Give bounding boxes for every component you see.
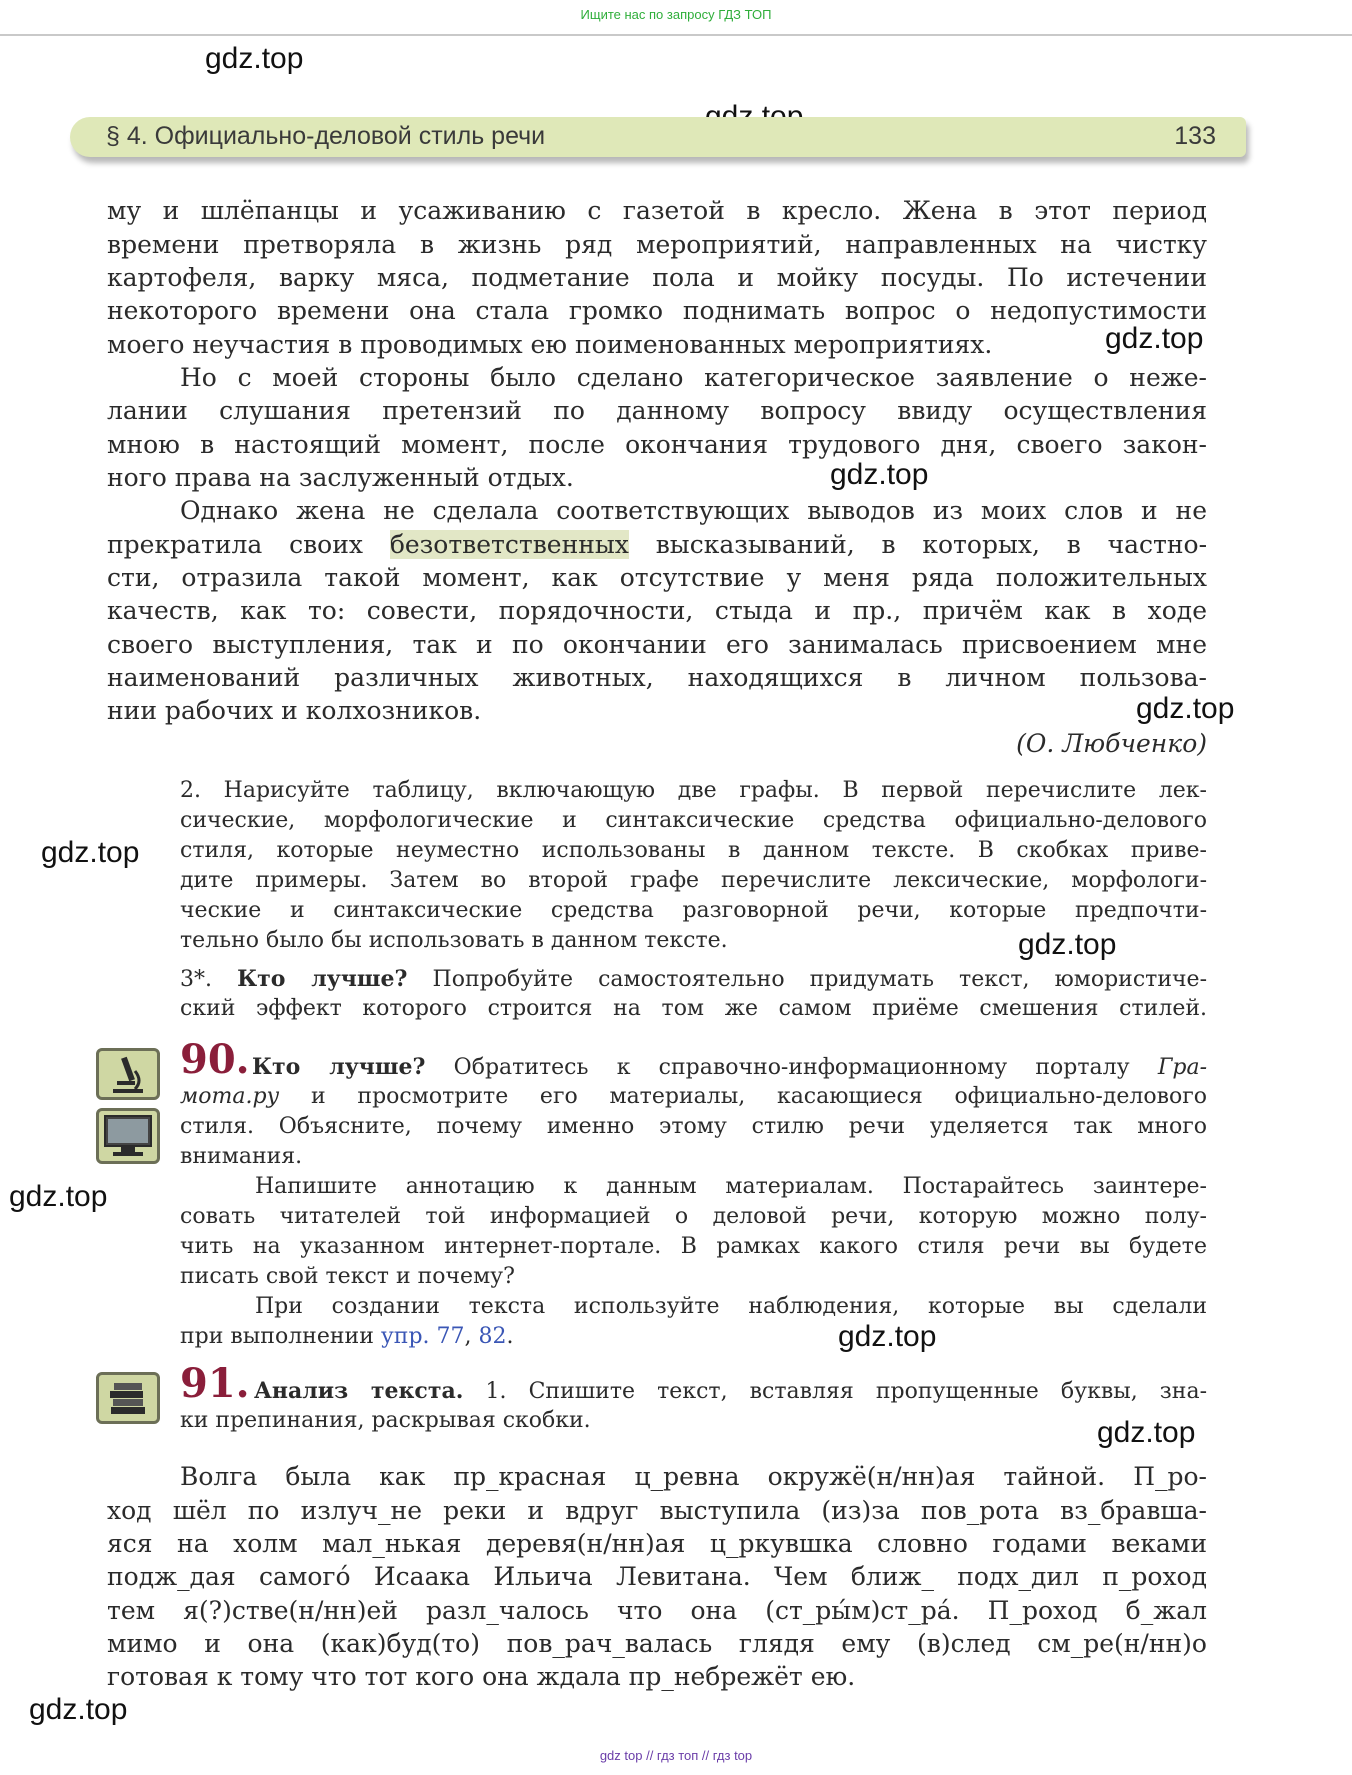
exercise-number: 91. bbox=[180, 1360, 250, 1407]
text-line: некоторого времени она стала громко поднимать вопрос о недопустимости bbox=[107, 296, 1207, 325]
watermark: gdz.top bbox=[1097, 1416, 1196, 1449]
page-number: 133 bbox=[1174, 122, 1216, 150]
task-line: ский эффект которого строится на том же самом приёме смешения стилей. bbox=[180, 996, 1207, 1021]
text-line: наименований различных животных, находящихся в личном пользова- bbox=[107, 663, 1207, 692]
text-line: ного права на заслуженный отдых. bbox=[107, 463, 574, 492]
task-line: сические, морфологические и синтаксические средства официально-делового bbox=[180, 808, 1207, 833]
task-line bbox=[180, 964, 1207, 995]
text-line: времени претворяла в жизнь ряд мероприятий, направленных на чистку bbox=[107, 230, 1207, 259]
watermark: gdz.top bbox=[29, 1693, 128, 1726]
author-attribution: (О. Любченко) bbox=[1016, 729, 1207, 758]
footer-links[interactable]: gdz top // гдз топ // гдз top bbox=[599, 1748, 753, 1763]
watermark: gdz.top bbox=[1018, 928, 1117, 961]
text-line: лании слушания претензий по данному вопросу ввиду осуществления bbox=[107, 396, 1207, 425]
watermark: gdz.top bbox=[205, 42, 304, 75]
watermark: gdz.top bbox=[1136, 692, 1235, 725]
text-fragment: , bbox=[464, 1324, 472, 1349]
text-line: ход шёл по излуч_не реки и вдруг выступила (из)за пов_рота вз_бравша- bbox=[107, 1496, 1207, 1525]
exercise-line: писать свой текст и почему? bbox=[180, 1264, 515, 1289]
task-line: тельно было бы использовать в данном тексте. bbox=[180, 928, 728, 953]
text-line: подж_дая самого́ Исаака Ильича Левитана. Чем ближ_ подх_дил п_роход bbox=[107, 1562, 1207, 1591]
task-bold-label: Кто лучше? bbox=[237, 966, 408, 992]
text-line: качеств, как то: совести, порядочности, стыда и пр., причём как в ходе bbox=[107, 596, 1207, 625]
text-line: сти, отразила такой момент, как отсутствие у меня ряда положительных bbox=[107, 563, 1207, 592]
watermark: gdz.top bbox=[9, 1180, 108, 1213]
text-fragment: Попробуйте самостоятельно придумать текст, юмористиче- bbox=[432, 967, 1207, 992]
text-fragment: высказываний, в которых, в частно- bbox=[655, 530, 1208, 559]
text-line: Волга была как пр_красная ц_ревна окружё(н/нн)ая тайной. П_ро- bbox=[180, 1462, 1207, 1491]
portal-name: мота.ру bbox=[180, 1084, 280, 1109]
exercise-line: ки препинания, раскрывая скобки. bbox=[180, 1408, 591, 1433]
task-line: 2. Нарисуйте таблицу, включающую две графы. В первой перечислите лек- bbox=[180, 778, 1207, 803]
text-line: моего неучастия в проводимых ею поименованных мероприятиях. bbox=[107, 330, 993, 359]
text-line: мимо и она (как)буд(то) пов_рач_валась глядя ему (в)след см_ре(н/нн)о bbox=[107, 1629, 1207, 1658]
computer-icon bbox=[96, 1108, 160, 1164]
exercise-bold-label: Кто лучше? bbox=[252, 1054, 426, 1080]
exercise-link-77[interactable]: упр. 77 bbox=[380, 1324, 465, 1349]
text-line: Однако жена не сделала соответствующих выводов из моих слов и не bbox=[180, 496, 1207, 525]
exercise-line: При создании текста используйте наблюдения, которые вы сделали bbox=[255, 1294, 1207, 1319]
exercise-bold-label: Анализ текста. bbox=[254, 1378, 464, 1404]
text-line: тем я(?)стве(н/нн)ей разл_чалось что она (ст_ры́м)ст_ра́. П_роход б_жал bbox=[107, 1596, 1207, 1625]
section-header bbox=[70, 117, 1246, 157]
text-line: Но с моей стороны было сделано категорическое заявление о неже- bbox=[180, 363, 1207, 392]
books-icon bbox=[96, 1372, 160, 1424]
exercise-line bbox=[180, 1322, 1207, 1352]
text-line: му и шлёпанцы и усаживанию с газетой в кресло. Жена в этот период bbox=[107, 196, 1207, 225]
watermark: gdz.top bbox=[838, 1320, 937, 1353]
exercise-line: Напишите аннотацию к данным материалам. Постарайтесь заинтере- bbox=[255, 1174, 1207, 1199]
text-line: нии рабочих и колхозников. bbox=[107, 696, 482, 725]
exercise-line bbox=[180, 1082, 1207, 1112]
exercise-line: чить на указанном интернет-портале. В рамках какого стиля речи вы будете bbox=[180, 1234, 1207, 1259]
task-line: ческие и синтаксические средства разговорной речи, которые предпочти- bbox=[180, 898, 1207, 923]
task-number: 3*. bbox=[180, 967, 212, 992]
section-title: § 4. Официально-деловой стиль речи bbox=[106, 122, 546, 150]
exercise-line: внимания. bbox=[180, 1144, 303, 1169]
text-fragment: 1. Спишите текст, вставляя пропущенные буквы, зна- bbox=[485, 1379, 1208, 1404]
task-line: стиля, которые неуместно использованы в данном тексте. В скобках приве- bbox=[180, 838, 1207, 863]
exercise-line: стиля. Объясните, почему именно этому стилю речи уделяется так много bbox=[180, 1114, 1207, 1139]
exercise-line: совать читателей той информацией о деловой речи, которую можно полу- bbox=[180, 1204, 1207, 1229]
exercise-line bbox=[252, 1052, 1207, 1083]
task-line: дите примеры. Затем во второй графе перечислите лексические, морфологи- bbox=[180, 868, 1207, 893]
exercise-link-82[interactable]: 82 bbox=[478, 1324, 507, 1349]
portal-name: Гра- bbox=[1157, 1055, 1208, 1080]
text-fragment: и просмотрите его материалы, касающиеся официально-делового bbox=[311, 1084, 1207, 1109]
text-line: своего выступления, так и по окончании его занималась присвоением мне bbox=[107, 630, 1207, 659]
watermark: gdz.top bbox=[1105, 322, 1204, 355]
text-line: мною в настоящий момент, после окончания трудового дня, своего закон- bbox=[107, 430, 1207, 459]
exercise-line bbox=[254, 1376, 1207, 1407]
text-line: яся на холм мал_нькая деревя(н/нн)ая ц_ркувшка словно годами веками bbox=[107, 1529, 1207, 1558]
text-fragment: прекратила своих bbox=[107, 530, 363, 559]
top-banner bbox=[0, 0, 1352, 36]
text-line bbox=[107, 528, 1207, 561]
highlighted-word: безответственных bbox=[389, 530, 629, 559]
exercise-number: 90. bbox=[180, 1036, 250, 1083]
text-fragment: . bbox=[506, 1324, 514, 1349]
text-line: картофеля, варку мяса, подметание пола и мойку посуды. По истечении bbox=[107, 263, 1207, 292]
text-fragment: Обратитесь к справочно-информационному порталу bbox=[453, 1055, 1130, 1080]
watermark: gdz.top bbox=[830, 458, 929, 491]
watermark: gdz.top bbox=[41, 836, 140, 869]
text-fragment: при выполнении bbox=[180, 1324, 374, 1349]
text-line: готовая к тому что тот кого она ждала пр_небрежёт ею. bbox=[107, 1662, 856, 1691]
microscope-icon bbox=[96, 1048, 160, 1100]
top-banner-text: Ищите нас по запросу ГДЗ ТОП bbox=[580, 7, 772, 22]
